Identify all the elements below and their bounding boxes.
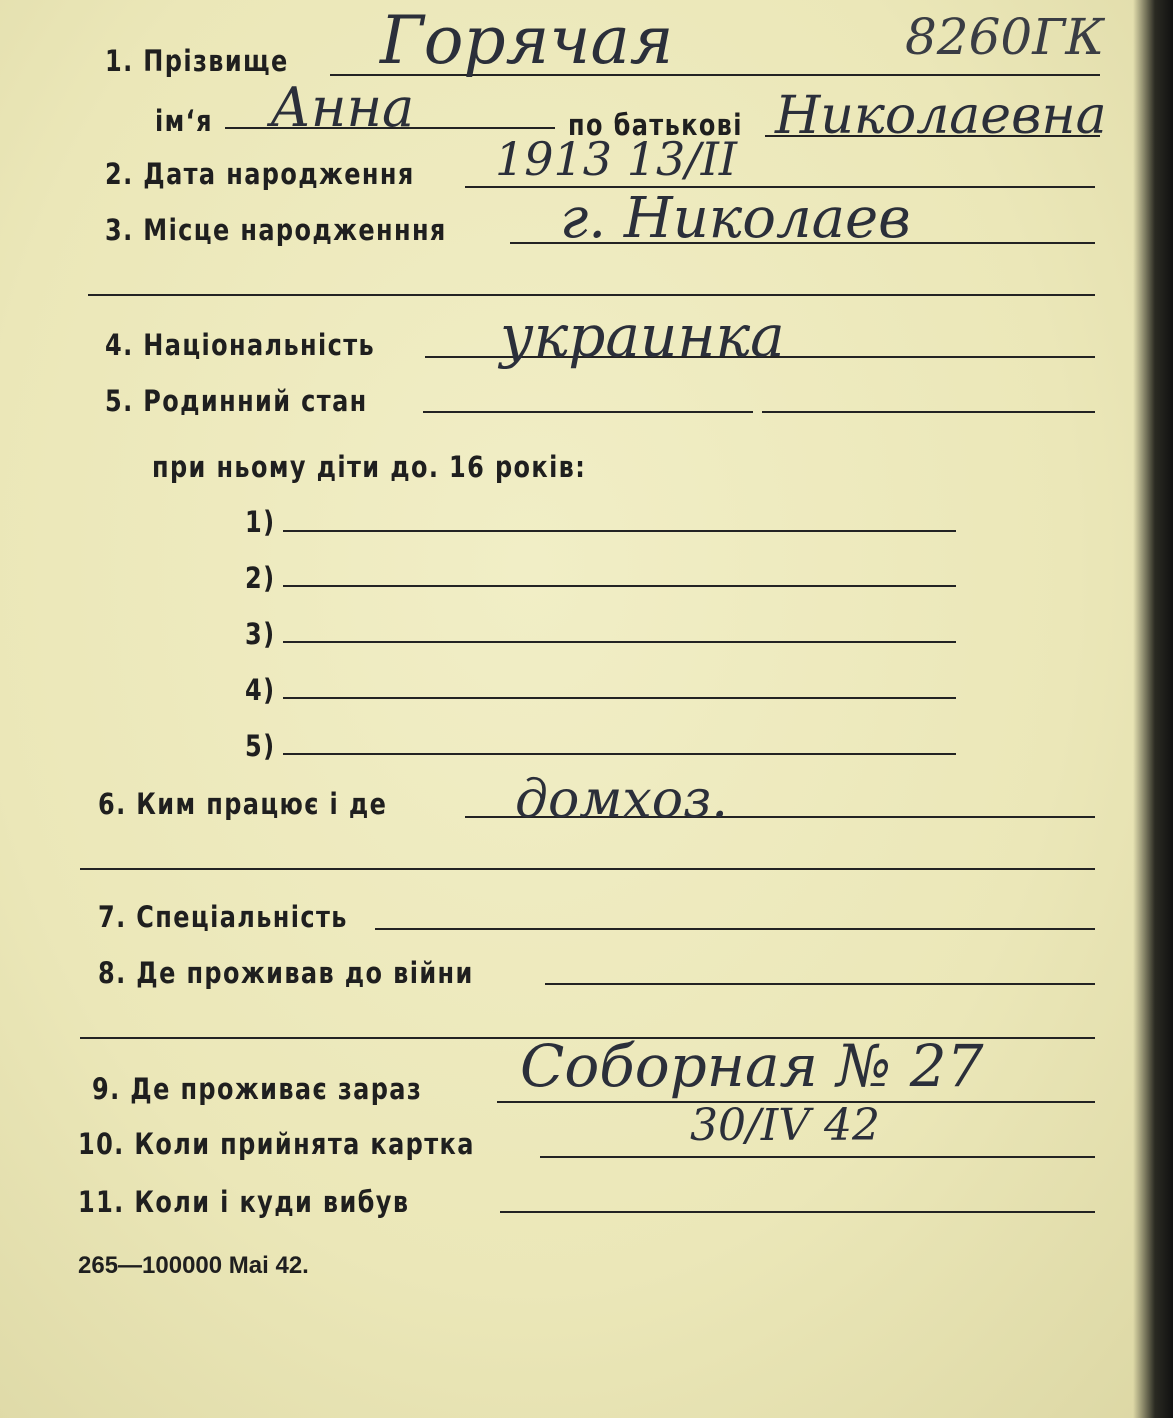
child-5-label: 5) <box>245 729 276 763</box>
birth-date-value: 1913 13/II <box>495 132 738 186</box>
card-accepted-line <box>540 1156 1095 1158</box>
nationality-value: украинка <box>500 302 785 370</box>
marital-status-label: 5. Родинний стан <box>105 384 368 418</box>
child-1-label: 1) <box>245 505 276 539</box>
nationality-label: 4. Національність <box>105 328 376 362</box>
child-2-label: 2) <box>245 561 276 595</box>
child-1-line <box>283 530 956 532</box>
children-header: при ньому діти до. 16 років: <box>152 450 587 484</box>
prewar-residence-line <box>545 983 1095 985</box>
child-5-line <box>283 753 956 755</box>
marital-status-line-left <box>423 411 753 413</box>
card-accepted-label: 10. Коли прийнята картка <box>78 1127 475 1161</box>
child-4-label: 4) <box>245 673 276 707</box>
prewar-residence-label: 8. Де проживав до війни <box>98 956 474 990</box>
departure-line <box>500 1211 1095 1213</box>
card-accepted-value: 30/IV 42 <box>690 1100 880 1151</box>
name-label: ім‘я <box>155 104 213 138</box>
patronymic-label: по батькові <box>568 108 743 142</box>
marital-status-line-right <box>762 411 1095 413</box>
current-residence-label: 9. Де проживає зараз <box>92 1072 423 1106</box>
print-info: 265—100000 Mai 42. <box>78 1252 309 1279</box>
patronymic-value: Николаевна <box>775 86 1107 146</box>
surname-label: 1. Прізвище <box>105 44 289 78</box>
specialty-label: 7. Спеціальність <box>98 900 348 934</box>
child-3-line <box>283 641 956 643</box>
birth-place-value: г. Николаев <box>560 186 911 251</box>
specialty-line <box>375 928 1095 930</box>
occupation-label: 6. Ким працює і де <box>98 787 388 821</box>
child-3-label: 3) <box>245 617 276 651</box>
card-number: 8260ГК <box>905 8 1105 66</box>
birth-date-label: 2. Дата народження <box>105 157 415 191</box>
surname-value: Горячая <box>380 2 674 79</box>
scan-edge <box>1133 0 1173 1418</box>
current-residence-value: Соборная № 27 <box>520 1032 984 1100</box>
occupation-value: домхоз. <box>515 770 728 830</box>
child-2-line <box>283 585 956 587</box>
birth-place-extra-line <box>88 294 1095 296</box>
birth-place-label: 3. Місце народженння <box>105 213 447 247</box>
occupation-extra-line <box>80 868 1095 870</box>
child-4-line <box>283 697 956 699</box>
name-value: Анна <box>270 76 415 139</box>
departure-label: 11. Коли і куди вибув <box>78 1185 410 1219</box>
